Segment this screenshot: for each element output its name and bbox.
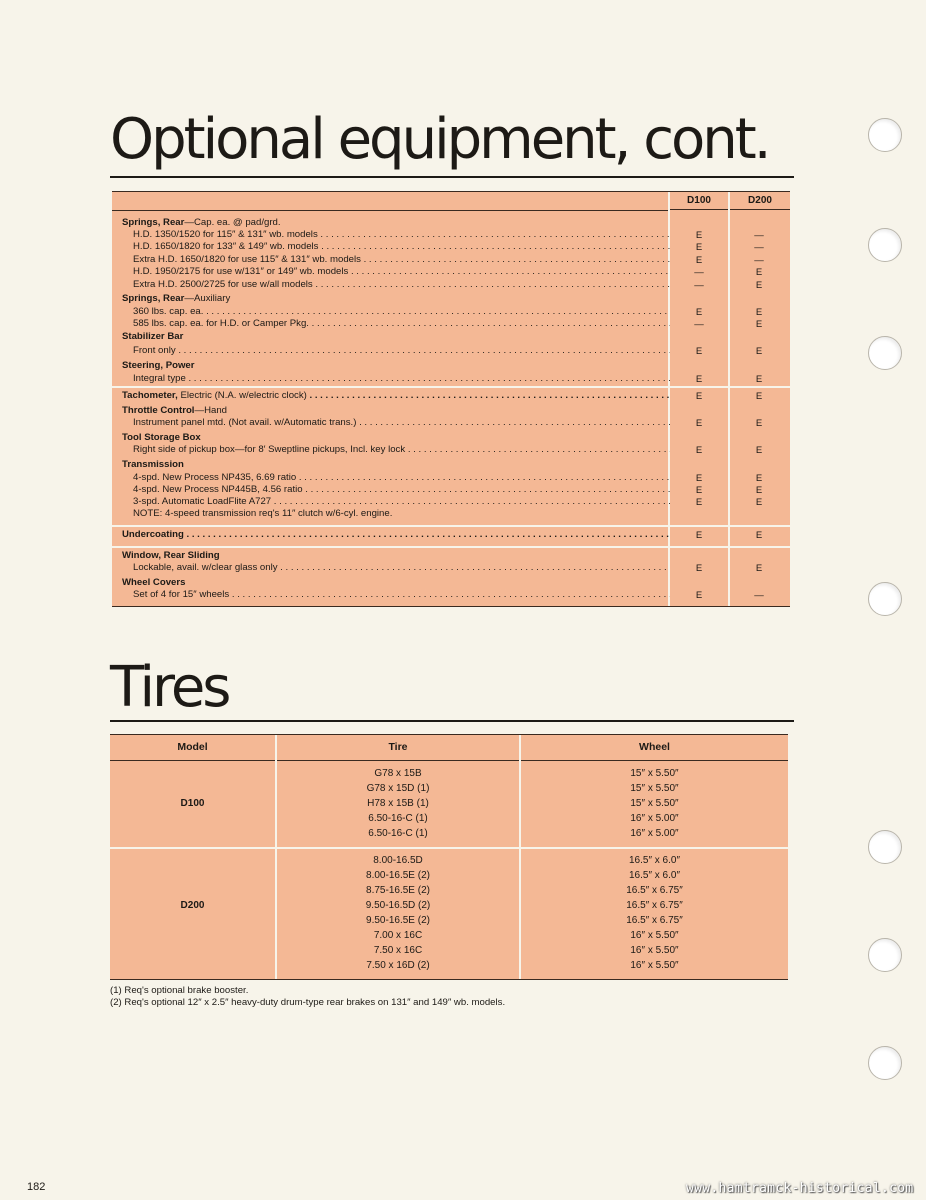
option-label: 3-spd. Automatic LoadFlite A727 (133, 496, 272, 507)
tire-size: 9.50-16.5D (2) (365, 900, 431, 911)
value-d200: E (755, 473, 763, 484)
value-d100: E (695, 485, 703, 496)
value-d100: E (695, 563, 703, 574)
option-label: Front only (133, 345, 176, 356)
value-d100: E (695, 445, 703, 456)
tire-size: G78 x 15B (374, 768, 422, 779)
option-label: Extra H.D. 2500/2725 for use w/all models (133, 279, 313, 290)
title-rule (110, 176, 794, 178)
tires-header-tire: Tire (388, 741, 408, 753)
wheel-size: 16.5″ x 6.0″ (628, 870, 680, 881)
footnote-2: (2) Req's optional 12″ x 2.5″ heavy-duty drum-type rear brakes on 131″ and 149″ wb. models. (110, 997, 506, 1008)
option-label: Set of 4 for 15″ wheels (133, 589, 230, 600)
value-d100: E (695, 473, 703, 484)
column-header-d200: D200 (730, 192, 790, 210)
punch-hole (868, 228, 902, 262)
value-d200: E (755, 267, 763, 278)
option-label: 585 lbs. cap. ea. for H.D. or Camper Pkg. (133, 318, 309, 329)
wheel-size: 16″ x 5.50″ (630, 945, 679, 956)
tire-size: 8.00-16.5E (2) (366, 870, 430, 881)
tire-size: 6.50-16-C (1) (368, 828, 428, 839)
tire-size: 7.00 x 16C (373, 930, 423, 941)
option-heading (122, 405, 670, 417)
optional-equipment-title: Optional equipment, cont. (110, 107, 769, 172)
wheel-size: 16″ x 5.50″ (630, 930, 679, 941)
option-item (122, 279, 670, 291)
tires-rule (110, 720, 794, 722)
tires-header-model: Model (177, 741, 208, 753)
wheel-size: 15″ x 5.50″ (630, 798, 679, 809)
option-label: Throttle Control (122, 405, 195, 416)
option-item (122, 496, 670, 508)
value-d100: E (695, 255, 703, 266)
option-item (122, 589, 670, 601)
value-d200: E (755, 374, 763, 385)
tires-title: Tires (110, 655, 229, 720)
option-sublabel: —Cap. ea. @ pad/grd. (184, 217, 281, 228)
option-item (122, 508, 670, 520)
option-item (122, 472, 670, 484)
option-label: Wheel Covers (122, 577, 186, 588)
option-item (122, 266, 670, 278)
value-d100: E (695, 307, 703, 318)
option-sublabel: —Hand (194, 405, 228, 416)
tires-table (110, 734, 788, 980)
tire-size: 8.75-16.5E (2) (366, 885, 430, 896)
option-heading (122, 577, 670, 589)
value-d200: — (754, 590, 764, 601)
value-d100: E (695, 391, 703, 402)
option-item (122, 373, 670, 385)
value-d100: E (695, 418, 703, 429)
tires-header-wheel: Wheel (639, 741, 670, 753)
option-item (122, 229, 670, 241)
value-d200: — (754, 230, 764, 241)
option-heading (122, 360, 670, 372)
option-heading (122, 390, 670, 402)
option-label: Undercoating (122, 529, 184, 540)
value-d200: — (754, 242, 764, 253)
punch-hole (868, 118, 902, 152)
value-d100: — (694, 319, 704, 330)
punch-hole (868, 830, 902, 864)
option-label: 4-spd. New Process NP435, 6.69 ratio (133, 472, 297, 483)
option-label: NOTE: 4-speed transmission req's 11″ clutch w/6-cyl. engine. (133, 508, 393, 519)
option-label: Steering, Power (122, 360, 195, 371)
tire-model-d100: D100 (180, 798, 205, 809)
page-number: 182 (27, 1181, 46, 1193)
option-heading (122, 529, 670, 541)
value-d100: E (695, 374, 703, 385)
value-d100: E (695, 530, 703, 541)
option-item (122, 562, 670, 574)
option-label: Springs, Rear (122, 217, 185, 228)
option-label: 4-spd. New Process NP445B, 4.56 ratio (133, 484, 303, 495)
wheel-size: 15″ x 5.50″ (630, 768, 679, 779)
tires-header-divider (110, 760, 788, 761)
option-heading (122, 550, 670, 562)
value-d200: — (754, 255, 764, 266)
option-item (122, 345, 670, 357)
value-d100: E (695, 590, 703, 601)
option-label: H.D. 1350/1520 for 115″ & 131″ wb. models (133, 229, 318, 240)
option-label: Integral type (133, 373, 186, 384)
option-label: 360 lbs. cap. ea. (133, 306, 204, 317)
option-label: Extra H.D. 1650/1820 for use 115″ & 131″ wb. models (133, 254, 361, 265)
tire-size: G78 x 15D (1) (366, 783, 430, 794)
wheel-size: 16.5″ x 6.0″ (628, 855, 680, 866)
column-header-d100: D100 (670, 192, 728, 210)
tire-size: 7.50 x 16C (373, 945, 423, 956)
value-d100: E (695, 230, 703, 241)
option-label: H.D. 1650/1820 for 133″ & 149″ wb. models (133, 241, 319, 252)
optional-equipment-table (112, 191, 790, 607)
value-d200: E (755, 418, 763, 429)
value-d100: E (695, 346, 703, 357)
value-d200: E (755, 445, 763, 456)
value-d200: E (755, 485, 763, 496)
punch-hole (868, 1046, 902, 1080)
option-sublabel: Electric (N.A. w/electric clock) (177, 390, 307, 401)
wheel-size: 16.5″ x 6.75″ (626, 915, 683, 926)
value-d200: E (755, 346, 763, 357)
tire-size: 7.50 x 16D (2) (366, 960, 430, 971)
value-d100: E (695, 497, 703, 508)
option-heading (122, 331, 670, 343)
tires-group-divider (110, 847, 788, 849)
section-divider (112, 525, 790, 527)
option-sublabel: —Auxiliary (184, 293, 231, 304)
option-label: Tachometer, (122, 390, 178, 401)
value-d100: — (694, 280, 704, 291)
value-d200: E (755, 530, 763, 541)
option-label: Springs, Rear (122, 293, 185, 304)
wheel-size: 15″ x 5.50″ (630, 783, 679, 794)
option-label: Right side of pickup box—for 8′ Sweptline pickups, Incl. key lock (133, 444, 406, 455)
punch-hole (868, 938, 902, 972)
section-divider (112, 546, 790, 548)
wheel-size: 16.5″ x 6.75″ (626, 900, 683, 911)
option-item (122, 306, 670, 318)
wheel-size: 16.5″ x 6.75″ (626, 885, 683, 896)
option-item (122, 254, 670, 266)
option-label: Tool Storage Box (122, 432, 201, 443)
option-heading (122, 293, 670, 305)
wheel-size: 16″ x 5.50″ (630, 960, 679, 971)
value-d100: E (695, 242, 703, 253)
value-d200: E (755, 307, 763, 318)
option-item (122, 484, 670, 496)
option-item (122, 318, 670, 330)
option-heading (122, 432, 670, 444)
option-item (122, 444, 670, 456)
option-label: Stabilizer Bar (122, 331, 184, 342)
wheel-size: 16″ x 5.00″ (630, 813, 679, 824)
punch-hole (868, 582, 902, 616)
tire-size: 8.00-16.5D (373, 855, 423, 866)
footnotes (110, 985, 505, 1009)
wheel-size: 16″ x 5.00″ (630, 828, 679, 839)
tire-size: 9.50-16.5E (2) (366, 915, 430, 926)
punch-hole (868, 336, 902, 370)
option-label: Window, Rear Sliding (122, 550, 220, 561)
value-d100: — (694, 267, 704, 278)
option-label: Lockable, avail. w/clear glass only (133, 562, 278, 573)
value-d200: E (755, 280, 763, 291)
option-heading (122, 217, 670, 229)
option-item (122, 241, 670, 253)
tire-model-d200: D200 (180, 900, 205, 911)
option-heading (122, 459, 670, 471)
value-d200: E (755, 497, 763, 508)
section-divider (112, 386, 790, 388)
tire-size: 6.50-16-C (1) (368, 813, 428, 824)
watermark: www.hamtramck-historical.com (686, 1181, 914, 1196)
value-d200: E (755, 319, 763, 330)
option-label: H.D. 1950/2175 for use w/131″ or 149″ wb. models (133, 266, 349, 277)
value-d200: E (755, 391, 763, 402)
option-item (122, 417, 670, 429)
value-d200: E (755, 563, 763, 574)
option-label: Instrument panel mtd. (Not avail. w/Automatic trans.) (133, 417, 357, 428)
header-divider (112, 210, 670, 211)
option-label: Transmission (122, 459, 184, 470)
tire-size: H78 x 15B (1) (367, 798, 429, 809)
footnote-1: (1) Req's optional brake booster. (110, 985, 249, 996)
